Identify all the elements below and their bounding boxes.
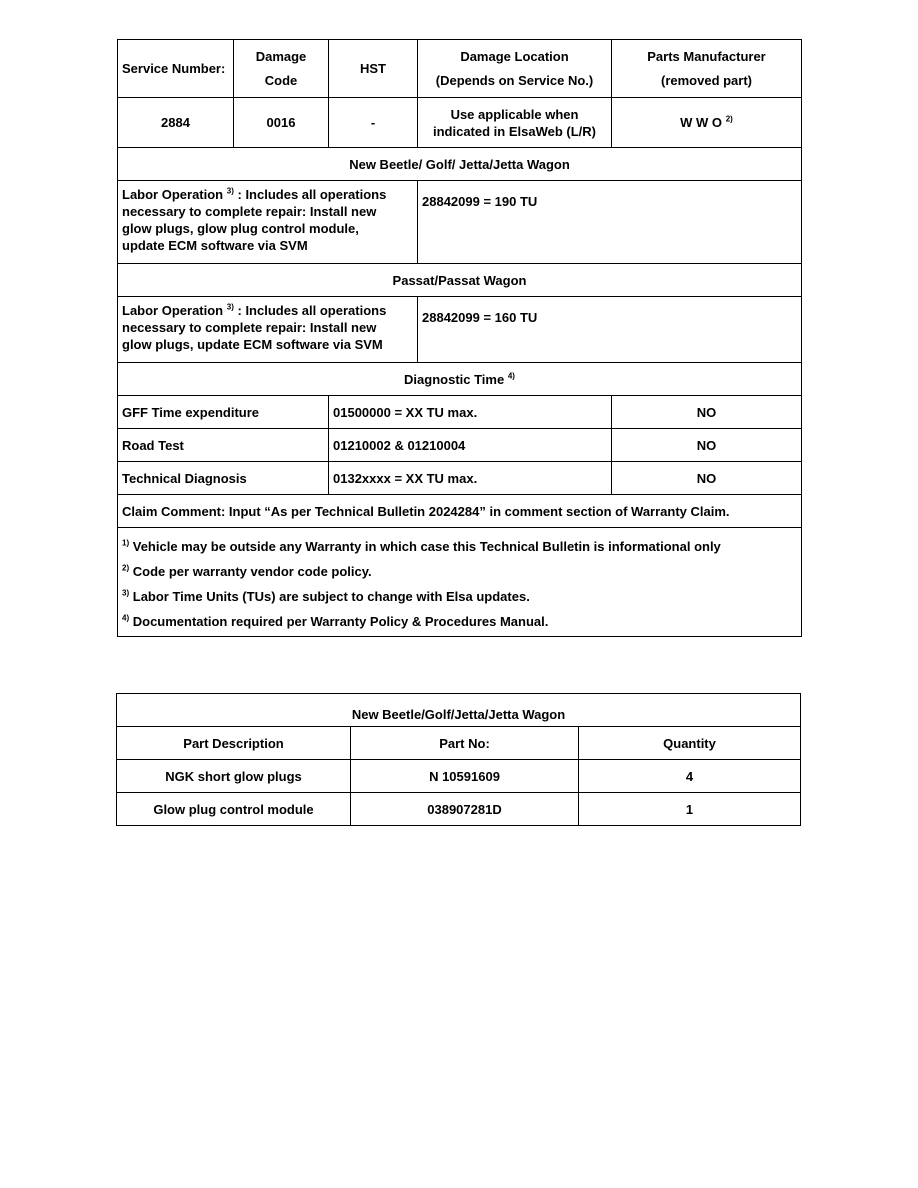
footnote-item	[122, 584, 797, 609]
header-damage-code-line2: Code	[264, 72, 298, 88]
header-part-no: Part No:	[351, 727, 579, 760]
footnote-mark: 1)	[122, 538, 130, 548]
header-damage-code	[234, 40, 329, 98]
footnote-mark: 3)	[122, 588, 130, 598]
diagnostic-value: 0132xxxx = XX TU max.	[329, 462, 612, 495]
part-quantity: 4	[579, 760, 801, 793]
parts-table	[116, 693, 801, 826]
section-title-beetle: New Beetle/ Golf/ Jetta/Jetta Wagon	[118, 148, 802, 181]
header-parts-manufacturer-line2: (removed part)	[660, 72, 753, 88]
labor-line3-passat: glow plugs, update ECM software via SVM	[122, 337, 383, 352]
diagnostic-footnote-ref: 4)	[507, 371, 515, 381]
labor-text1-passat: : Includes all operations	[237, 303, 387, 318]
hst-value: -	[329, 98, 418, 148]
diagnostic-title-text: Diagnostic Time	[404, 371, 505, 387]
footnote-mark: 4)	[122, 613, 130, 623]
part-quantity: 1	[579, 793, 801, 826]
labor-line1-passat	[122, 302, 413, 319]
header-part-description: Part Description	[117, 727, 351, 760]
footnote-item	[122, 559, 797, 584]
damage-location-line1: Use applicable when	[450, 106, 579, 122]
damage-location-line2: indicated in ElsaWeb (L/R)	[432, 123, 596, 139]
footnote-text: Documentation required per Warranty Policy & Procedures Manual.	[132, 614, 549, 629]
parts-header-row	[117, 727, 801, 760]
labor-line1-beetle	[122, 186, 413, 203]
header-parts-manufacturer	[612, 40, 802, 98]
labor-value-beetle: 28842099 = 190 TU	[418, 181, 802, 264]
header-damage-location-line2: (Depends on Service No.)	[435, 72, 594, 88]
labor-line4-beetle: update ECM software via SVM	[122, 238, 308, 253]
header-hst: HST	[329, 40, 418, 98]
header-damage-location-line1: Damage Location	[460, 48, 569, 64]
labor-prefix-passat: Labor Operation	[122, 303, 224, 318]
claim-comment: Claim Comment: Input “As per Technical Bulletin 2024284” in comment section of Warranty Claim.	[118, 495, 802, 528]
labor-prefix-beetle: Labor Operation	[122, 187, 224, 202]
diagnostic-value: 01210002 & 01210004	[329, 429, 612, 462]
diagnostic-row	[118, 429, 802, 462]
part-number: N 10591609	[351, 760, 579, 793]
damage-location-value	[418, 98, 612, 148]
damage-code-value: 0016	[234, 98, 329, 148]
header-service-number: Service Number:	[118, 40, 234, 98]
section-row-passat	[118, 264, 802, 297]
diagnostic-label: GFF Time expenditure	[118, 396, 329, 429]
service-number-value: 2884	[118, 98, 234, 148]
labor-value-passat: 28842099 = 160 TU	[418, 297, 802, 363]
footnote-text: Vehicle may be outside any Warranty in which case this Technical Bulletin is informational only	[132, 539, 721, 554]
claim-comment-row	[118, 495, 802, 528]
labor-description-passat	[118, 297, 418, 363]
labor-line2-beetle: necessary to complete repair: Install new	[122, 204, 377, 219]
part-description: Glow plug control module	[117, 793, 351, 826]
footnote-item	[122, 534, 797, 559]
diagnostic-label: Technical Diagnosis	[118, 462, 329, 495]
labor-description-beetle	[118, 181, 418, 264]
labor-footnote-ref-beetle: 3)	[226, 186, 234, 196]
parts-title-row	[117, 694, 801, 727]
footnote-text: Code per warranty vendor code policy.	[132, 564, 372, 579]
labor-row-beetle	[118, 181, 802, 264]
parts-table-title: New Beetle/Golf/Jetta/Jetta Wagon	[117, 694, 801, 727]
footnote-mark: 2)	[122, 563, 130, 573]
parts-manufacturer-text: W W O	[680, 115, 723, 130]
diagnostic-flag: NO	[612, 396, 802, 429]
diagnostic-flag: NO	[612, 462, 802, 495]
parts-manufacturer-footnote-ref: 2)	[725, 114, 733, 124]
warranty-header-row	[118, 40, 802, 98]
parts-manufacturer-value	[612, 98, 802, 148]
diagnostic-row	[118, 462, 802, 495]
header-quantity: Quantity	[579, 727, 801, 760]
footnote-text: Labor Time Units (TUs) are subject to change with Elsa updates.	[132, 589, 530, 604]
parts-row	[117, 793, 801, 826]
header-damage-code-line1: Damage	[255, 48, 307, 64]
diagnostic-flag: NO	[612, 429, 802, 462]
warranty-data-row	[118, 98, 802, 148]
labor-row-passat	[118, 297, 802, 363]
header-parts-manufacturer-line1: Parts Manufacturer	[647, 48, 766, 64]
part-number: 038907281D	[351, 793, 579, 826]
labor-line3-beetle: glow plugs, glow plug control module,	[122, 221, 359, 236]
labor-line2-passat: necessary to complete repair: Install new	[122, 320, 377, 335]
section-title-passat: Passat/Passat Wagon	[118, 264, 802, 297]
diagnostic-label: Road Test	[118, 429, 329, 462]
part-description: NGK short glow plugs	[117, 760, 351, 793]
diagnostic-value: 01500000 = XX TU max.	[329, 396, 612, 429]
footnotes-row	[118, 528, 802, 637]
labor-footnote-ref-passat: 3)	[226, 302, 234, 312]
parts-row	[117, 760, 801, 793]
labor-text1-beetle: : Includes all operations	[237, 187, 387, 202]
warranty-table	[117, 39, 802, 637]
diagnostic-title-row	[118, 363, 802, 396]
footnotes	[118, 528, 802, 637]
section-row-beetle	[118, 148, 802, 181]
diagnostic-row	[118, 396, 802, 429]
diagnostic-title	[118, 363, 802, 396]
footnote-item	[122, 609, 797, 634]
header-damage-location	[418, 40, 612, 98]
